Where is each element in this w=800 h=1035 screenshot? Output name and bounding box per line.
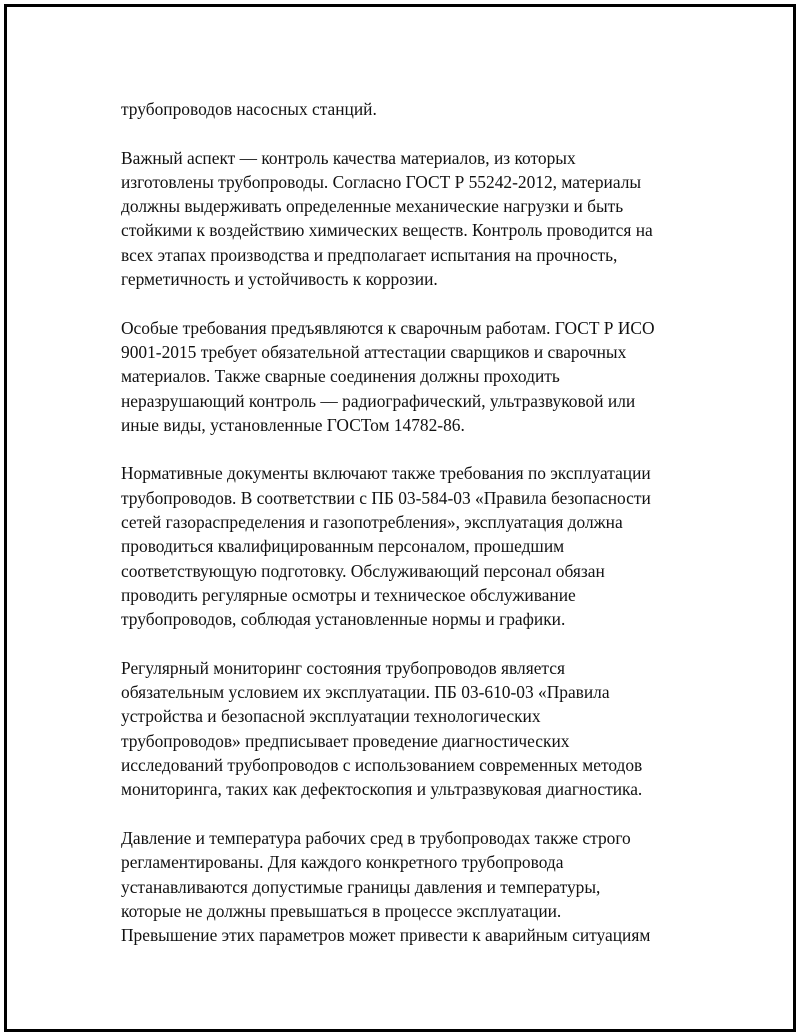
text-line: Превышение этих параметров может привести к аварийным ситуациям — [121, 925, 651, 946]
text-line: соответствующую подготовку. Обслуживающий персонал обязан — [121, 560, 605, 581]
text-line: неразрушающий контроль — радиографический, ультразвуковой или — [121, 390, 636, 411]
text-line: мониторинга, таких как дефектоскопия и ультразвуковая диагностика. — [121, 779, 643, 800]
text-line: иные виды, установленные ГОСТом 14782-86. — [121, 414, 465, 435]
text-line: материалов. Также сварные соединения должны проходить — [121, 366, 560, 387]
text-line: Особые требования предъявляются к сварочным работам. ГОСТ Р ИСО — [121, 317, 655, 338]
paragraph-operation-requirements — [121, 461, 711, 631]
text-line: изготовлены трубопроводы. Согласно ГОСТ Р 55242-2012, материалы — [121, 171, 642, 192]
text-line: устройства и безопасной эксплуатации технологических — [121, 706, 541, 727]
document-body — [121, 97, 711, 972]
paragraph-welding-requirements — [121, 316, 711, 437]
text-line: исследований трубопроводов с использованием современных методов — [121, 755, 643, 776]
text-line: герметичность и устойчивость к коррозии. — [121, 269, 438, 290]
text-line: должны выдерживать определенные механические нагрузки и быть — [121, 196, 624, 217]
text-line: которые не должны превышаться в процессе эксплуатации. — [121, 900, 562, 921]
text-line: трубопроводов, соблюдая установленные нормы и графики. — [121, 609, 566, 630]
text-line: трубопроводов насосных станций. — [121, 99, 377, 119]
text-line: устанавливаются допустимые границы давления и температуры, — [121, 876, 601, 897]
paragraph-material-quality — [121, 146, 711, 292]
text-line: стойкими к воздействию химических веществ. Контроль проводится на — [121, 220, 653, 241]
text-line: Регулярный мониторинг состояния трубопроводов является — [121, 657, 565, 678]
text-line: проводиться квалифицированным персоналом, прошедшим — [121, 536, 565, 557]
paragraph-pressure-temperature — [121, 826, 711, 947]
text-line: трубопроводов» предписывает проведение диагностических — [121, 730, 570, 751]
text-line: обязательным условием их эксплуатации. ПБ 03-610-03 «Правила — [121, 682, 610, 703]
text-line: регламентированы. Для каждого конкретного трубопровода — [121, 852, 564, 873]
text-line: всех этапах производства и предполагает испытания на прочность, — [121, 244, 618, 265]
text-line: Давление и температура рабочих сред в трубопроводах также строго — [121, 827, 631, 848]
paragraph-monitoring — [121, 656, 711, 802]
paragraph-pumping-stations — [121, 97, 711, 121]
text-line: Важный аспект — контроль качества материалов, из которых — [121, 147, 576, 168]
page-frame — [4, 4, 796, 1032]
text-line: Нормативные документы включают также требования по эксплуатации — [121, 463, 651, 484]
text-line: проводить регулярные осмотры и техническое обслуживание — [121, 584, 576, 605]
text-line: трубопроводов. В соответствии с ПБ 03-584-03 «Правила безопасности — [121, 487, 651, 508]
text-line: сетей газораспределения и газопотребления», эксплуатация должна — [121, 512, 623, 533]
text-line: 9001-2015 требует обязательной аттестации сварщиков и сварочных — [121, 341, 627, 362]
